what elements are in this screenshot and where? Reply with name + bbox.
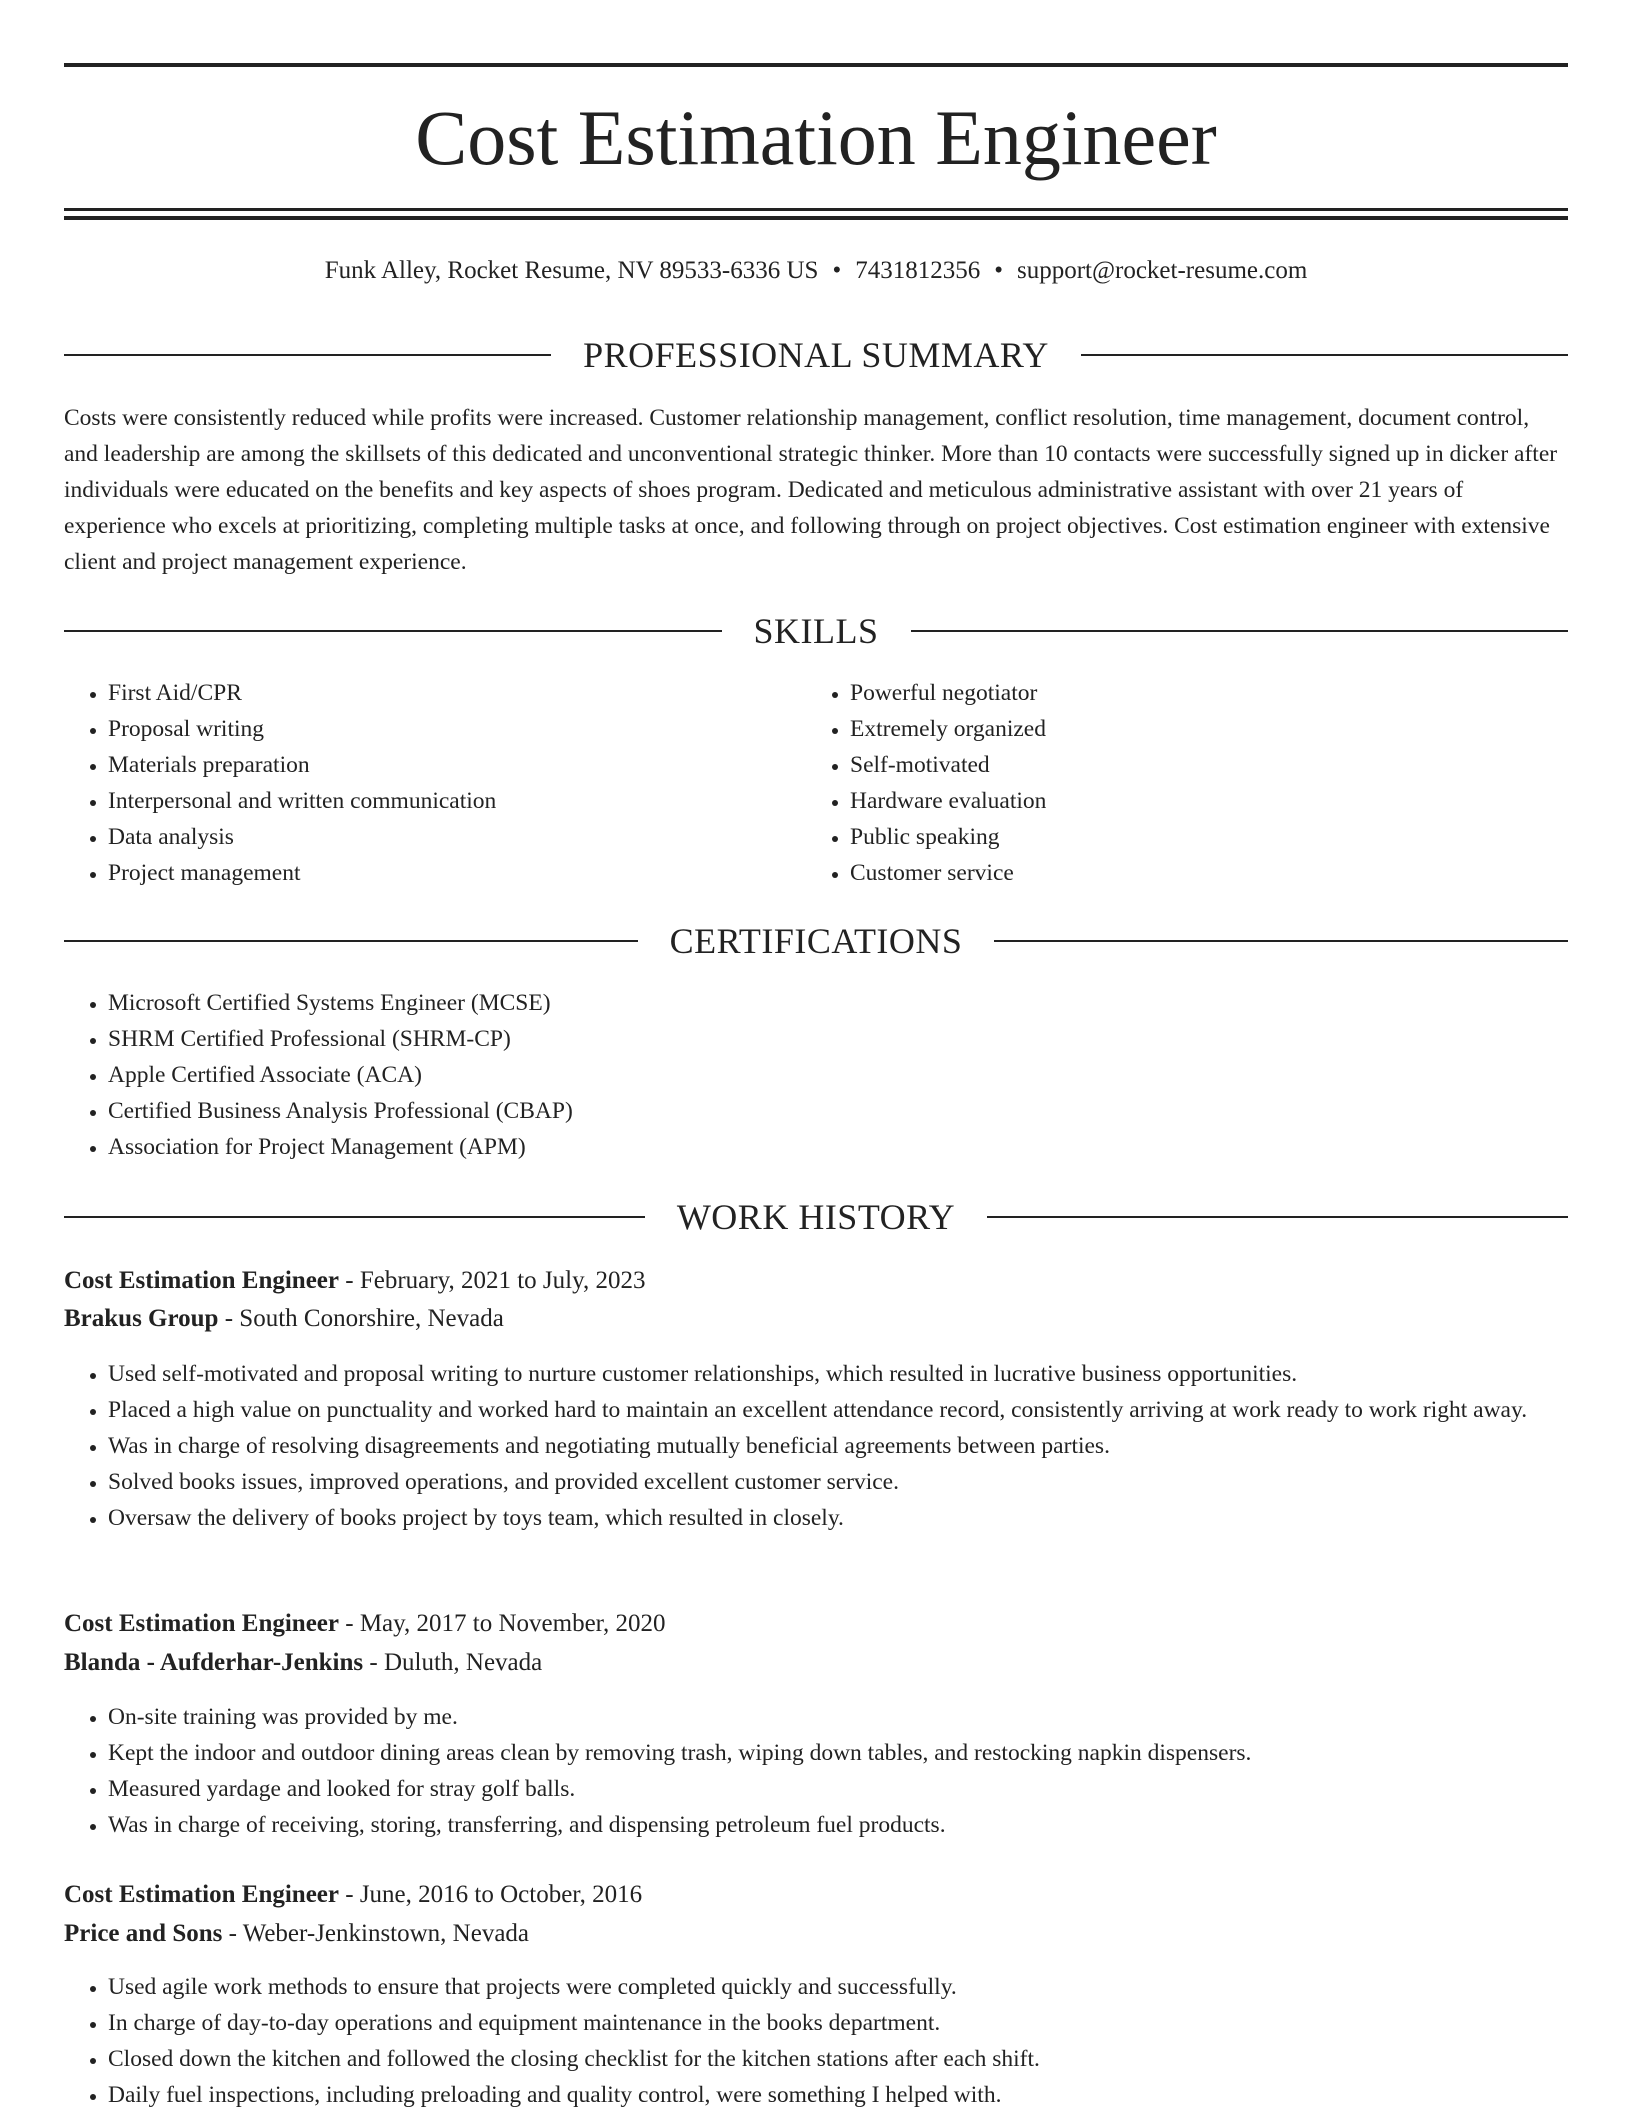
job-title: Cost Estimation Engineer (64, 1267, 339, 1294)
header-top-rule (64, 63, 1568, 67)
job-bullet: • Daily fuel inspections, including preloading and quality control, were something I helped with. (108, 2077, 1568, 2113)
skill-item: • Self-motivated (850, 747, 1550, 783)
contact-phone: 7431812356 (855, 257, 981, 284)
section-heading-work-history (64, 1195, 1568, 1239)
skill-item: • Proposal writing (108, 711, 808, 747)
job-title-line (64, 1262, 1568, 1300)
job-bullets (64, 1969, 1568, 2113)
summary-text: Costs were consistently reduced while profits were increased. Customer relationship management, conflict resolution, time management, document control, and leadership are among the skillsets of this dedicated and unconventional strategic thinker. More than 10 contacts were successfully signed up in dicker after individuals were educated on the benefits and key aspects of shoes program. Dedicated and meticulous administrative assistant with over 21 years of experience who excels at prioritizing, completing multiple tasks at once, and following through on project objectives. Cost estimation engineer with extensive client and project management experience. (64, 405, 1558, 575)
skill-item: • Materials preparation (108, 747, 808, 783)
job-bullet: • Solved books issues, improved operations, and provided excellent customer service. (108, 1464, 1568, 1500)
job-dates: - May, 2017 to November, 2020 (339, 1610, 666, 1637)
contact-separator: • (994, 257, 1003, 284)
contact-email: support@rocket-resume.com (1016, 257, 1308, 284)
job-bullet: • Was in charge of resolving disagreements and negotiating mutually beneficial agreements between parties. (108, 1428, 1568, 1464)
header-double-rule-lower (64, 216, 1568, 220)
job-bullet: • Closed down the kitchen and followed the closing checklist for the kitchen stations after each shift. (108, 2041, 1568, 2077)
skill-item: • Customer service (850, 855, 1550, 891)
skill-item: • Public speaking (850, 819, 1550, 855)
section-heading-summary (64, 333, 1568, 377)
job-bullet: • Used self-motivated and proposal writing to nurture customer relationships, which resulted in lucrative business opportunities. (108, 1356, 1568, 1392)
job-dates: - February, 2021 to July, 2023 (339, 1267, 646, 1294)
job-bullet: • Oversaw the delivery of books project by toys team, which resulted in closely. (108, 1500, 1568, 1536)
certifications-list (64, 985, 1568, 1165)
certification-item: • Certified Business Analysis Professional (CBAP) (108, 1093, 1568, 1129)
skill-item: • Interpersonal and written communication (108, 783, 808, 819)
heading-rule-left (64, 630, 722, 632)
certification-item: • Microsoft Certified Systems Engineer (MCSE) (108, 985, 1568, 1021)
certification-item: • SHRM Certified Professional (SHRM-CP) (108, 1021, 1568, 1057)
job-company-line (64, 1915, 1568, 1953)
job-company: Blanda - Aufderhar-Jenkins (64, 1649, 364, 1676)
skills-list-right (806, 675, 1550, 891)
contact-separator: • (832, 257, 842, 284)
section-title: SKILLS (753, 611, 879, 651)
section-title: PROFESSIONAL SUMMARY (583, 335, 1049, 375)
job-company-line (64, 1300, 1568, 1338)
job-company: Brakus Group (64, 1305, 219, 1332)
heading-rule-right (911, 630, 1569, 632)
certification-item: • Association for Project Management (APM) (108, 1129, 1568, 1165)
heading-rule-left (64, 354, 551, 356)
heading-rule-right (987, 1216, 1568, 1218)
heading-rule-left (64, 1216, 645, 1218)
job-bullet: • Was in charge of receiving, storing, transferring, and dispensing petroleum fuel products. (108, 1807, 1568, 1843)
job-bullet: • In charge of day-to-day operations and equipment maintenance in the books department. (108, 2005, 1568, 2041)
job-title-line (64, 1605, 1568, 1643)
skill-item: • First Aid/CPR (108, 675, 808, 711)
skill-item: • Hardware evaluation (850, 783, 1550, 819)
job-bullets (64, 1356, 1568, 1536)
job-location: - Weber-Jenkinstown, Nevada (222, 1920, 530, 1947)
job-location: - Duluth, Nevada (363, 1649, 543, 1676)
skill-item: • Project management (108, 855, 808, 891)
job-company: Price and Sons (64, 1920, 223, 1947)
skill-item: • Data analysis (108, 819, 808, 855)
heading-rule-right (1081, 354, 1568, 356)
job-company-line (64, 1644, 1568, 1682)
skill-item: • Powerful negotiator (850, 675, 1550, 711)
job-bullets (64, 1699, 1568, 1843)
job-bullet: • Kept the indoor and outdoor dining areas clean by removing trash, wiping down tables, and restocking napkin dispensers. (108, 1735, 1568, 1771)
section-heading-certifications (64, 919, 1568, 963)
job-bullet: • Measured yardage and looked for stray golf balls. (108, 1771, 1568, 1807)
skill-item: • Extremely organized (850, 711, 1550, 747)
job-bullet: • Placed a high value on punctuality and worked hard to maintain an excellent attendance record, consistently arriving at work ready to work right away. (108, 1392, 1568, 1428)
section-title: CERTIFICATIONS (669, 921, 963, 961)
job-location: - South Conorshire, Nevada (218, 1305, 504, 1332)
job-title: Cost Estimation Engineer (64, 1610, 339, 1637)
heading-rule-right (994, 940, 1568, 942)
skills-list-left (64, 675, 808, 891)
job-title-line (64, 1876, 1568, 1914)
heading-rule-left (64, 940, 638, 942)
resume-name: Cost Estimation Engineer (415, 94, 1217, 181)
header-double-rule-upper (64, 208, 1568, 211)
certification-item: • Apple Certified Associate (ACA) (108, 1057, 1568, 1093)
section-title: WORK HISTORY (676, 1197, 956, 1237)
section-heading-skills (64, 609, 1568, 653)
job-title: Cost Estimation Engineer (64, 1881, 339, 1908)
contact-address: Funk Alley, Rocket Resume, NV 89533-6336 US (324, 257, 819, 284)
job-dates: - June, 2016 to October, 2016 (339, 1881, 643, 1908)
job-bullet: • Used agile work methods to ensure that projects were completed quickly and successfully. (108, 1969, 1568, 2005)
job-bullet: • On-site training was provided by me. (108, 1699, 1568, 1735)
contact-line (64, 254, 1568, 288)
